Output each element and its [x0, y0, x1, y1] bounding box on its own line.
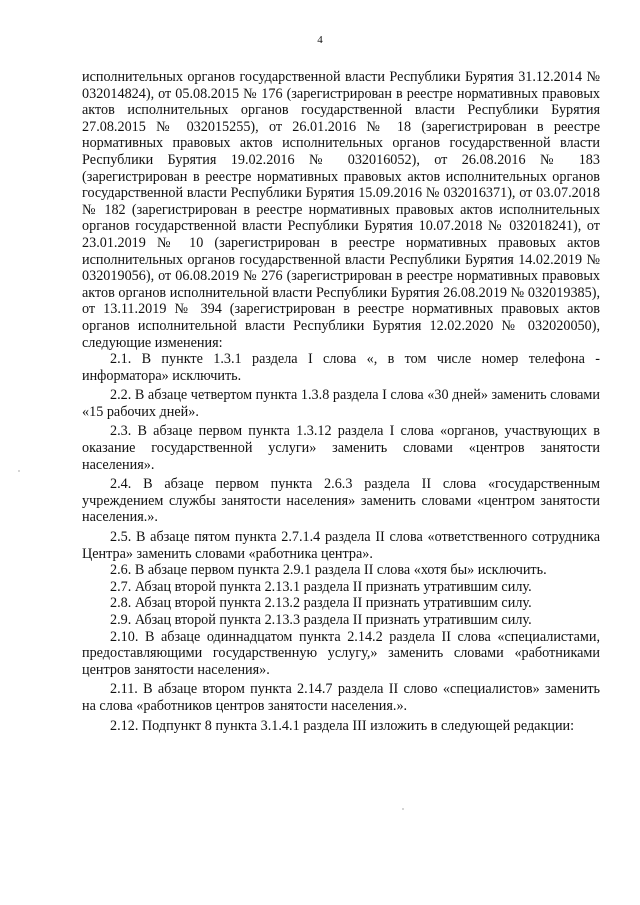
amendment-item-2-7: 2.7. Абзац второй пункта 2.13.1 раздела II признать утратившим силу. — [110, 578, 532, 595]
amendment-item-2-9: 2.9. Абзац второй пункта 2.13.3 раздела II признать утратившим силу. — [110, 612, 532, 628]
document-body — [82, 69, 600, 734]
scan-speck — [402, 808, 404, 810]
amendment-item-2-12: 2.12. Подпункт 8 пункта 3.1.4.1 раздела III изложить в следующей редакции: — [110, 717, 575, 734]
amendment-item-2-11: 2.11. В абзаце втором пункта 2.14.7 раздела II слово «специалистов» заменить на слова «работников центров занятости населения.». — [82, 681, 600, 714]
amendment-item-2-6: 2.6. В абзаце первом пункта 2.9.1 раздела II слова «хотя бы» исключить. — [110, 562, 547, 579]
amendment-item-2-8: 2.8. Абзац второй пункта 2.13.2 раздела II признать утратившим силу. — [110, 595, 532, 612]
amendment-item-2-10: 2.10. В абзаце одиннадцатом пункта 2.14.2 раздела II слова «специалистами, предоставляющими государственную услугу,» заменить словами «работниками центров занятости населения». — [82, 628, 600, 678]
amendment-item-2-1: 2.1. В пункте 1.3.1 раздела I слова «, в том числе номер телефона - информатора» исключить. — [82, 351, 600, 384]
intro-paragraph: исполнительных органов государственной власти Республики Бурятия 31.12.2014 № 032014824), от 05.08.2015 № 176 (зарегистрирован в реестре нормативных правовых актов исполнительных органов государственной власти Республики Бурятия 27.08.2015 № 032015255), от 26.01.2016 № 18 (зарегистрирован в реестре нормативных правовых актов исполнительных органов государственной власти Республики Бурятия 19.02.2016 № 032016052), от 26.08.2016 № 183 (зарегистрирован в реестре нормативных правовых актов исполнительных органов государственной власти Республики Бурятия 15.09.2016 № 032016371), от 03.07.2018 № 182 (зарегистрирован в реестре нормативных правовых актов исполнительных органов государственной власти Республики Бурятия 10.07.2018 № 032018241), от 23.01.2019 № 10 (зарегистрирован в реестре нормативных правовых актов исполнительных органов государственной власти Республики Бурятия 14.02.2019 № 032019056), от 06.08.2019 № 276 (зарегистрирован в реестре нормативных правовых актов органов исполнительной власти Республики Бурятия 26.08.2019 № 032019385), от 13.11.2019 № 394 (зарегистрирован в реестре нормативных правовых актов органов исполнительной власти Республики Бурятия 12.02.2020 № 032020050), следующие изменения: — [82, 69, 600, 351]
page-number: 4 — [317, 34, 323, 46]
amendment-item-2-4: 2.4. В абзаце первом пункта 2.6.3 раздела II слова «государственным учреждением службы занятости населения» заменить словами «центром занятости населения.». — [82, 476, 600, 526]
amendment-item-2-2: 2.2. В абзаце четвертом пункта 1.3.8 раздела I слова «30 дней» заменить словами «15 рабочих дней». — [82, 387, 600, 420]
scan-speck — [18, 470, 20, 472]
amendment-item-2-3: 2.3. В абзаце первом пункта 1.3.12 раздела I слова «органов, участвующих в оказание государственной услуги» заменить словами «центров занятости населения». — [82, 423, 600, 473]
amendment-item-2-5: 2.5. В абзаце пятом пункта 2.7.1.4 раздела II слова «ответственного сотрудника Центра» заменить словами «работника центра». — [82, 529, 600, 562]
